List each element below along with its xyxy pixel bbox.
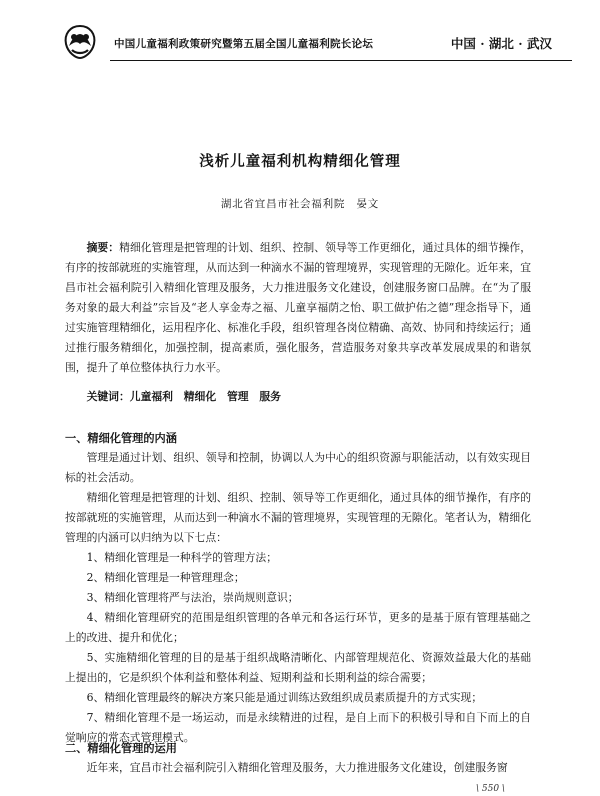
- page-number-mark: \ 550 \: [476, 784, 505, 794]
- list-item: 2、精细化管理是一种管理理念；: [86, 571, 245, 584]
- forum-logo-icon: [60, 22, 100, 62]
- abstract-label: 摘要：: [86, 241, 120, 254]
- section-1-paragraph-1: 管理是通过计划、组织、领导和控制，协调以人为中心的组织资源与职能活动，以有效实现目标的社会活动。: [65, 451, 531, 484]
- header-location: 中国 · 湖北 · 武汉: [450, 36, 552, 51]
- keywords-label: 关键词：: [86, 390, 130, 403]
- keywords-block: [65, 387, 531, 407]
- section-2-heading: 二、精细化管理的运用: [65, 741, 177, 755]
- article-author: 湖北省宜昌市社会福利院 晏文: [220, 198, 380, 210]
- list-item: 4、精细化管理研究的范围是组织管理的各单元和各运行环节，更多的是基于原有管理基础之上的改进、提升和优化；: [65, 611, 531, 644]
- section-1-paragraph-2: 精细化管理是把管理的计划、组织、控制、领导等工作更细化，通过具体的细节操作，有序的按部就班的实施管理，从而达到一种滴水不漏的管理境界，实现管理的无隙化。笔者认为，精细化管理的内涵可以归纳为以下七点：: [65, 491, 531, 544]
- section-2-paragraph-1: 近年来，宜昌市社会福利院引入精细化管理及服务，大力推进服务文化建设，创建服务窗: [86, 761, 508, 774]
- page-header: [70, 28, 560, 62]
- keywords-text: 儿童福利 精细化 管理 服务: [129, 390, 281, 403]
- list-item: 5、实施精细化管理的目的是基于组织战略清晰化、内部管理规范化、资源效益最大化的基础上提出的，它是织织个体利益和整体利益、短期利益和长期利益的综合需要；: [65, 651, 531, 684]
- list-item: 3、精细化管理将严与法治，崇尚规则意识；: [86, 591, 299, 604]
- abstract-text: 精细化管理是把管理的计划、组织、控制、领导等工作更细化，通过具体的细节操作，有序的按部就班的实施管理，从而达到一种滴水不漏的管理境界，实现管理的无隙化。近年来，宜昌市社会福利院引入精细化管理及服务，大力推进服务文化建设，创建服务窗口品牌。在“为了服务对象的最大利益”宗旨及“老人享金寿之福、儿童享福荫之怡、职工做护佑之德”理念指导下，通过实施管理精细化，运用程序化、标准化手段，组织管理各岗位精确、高效、协同和持续运行；通过推行服务精细化，加强控制，提高素质，强化服务，营造服务对象共享改革发展成果的和谐氛围，提升了单位整体执行力水平。: [65, 241, 532, 374]
- list-item: 6、精细化管理最终的解决方案只能是通过训练达致组织成员素质提升的方式实现；: [86, 691, 483, 704]
- section-1: [65, 428, 531, 748]
- list-item: 7、精细化管理不是一场运动，而是永续精进的过程，是自上而下的积极引导和自下而上的自觉响应的常态式管理模式。: [65, 711, 531, 744]
- abstract-block: [65, 238, 531, 378]
- header-divider: [110, 60, 572, 61]
- list-item: 1、精细化管理是一种科学的管理方法；: [86, 551, 278, 564]
- section-2: [65, 738, 531, 778]
- header-title: 中国儿童福利政策研究暨第五届全国儿童福利院长论坛: [114, 38, 374, 50]
- section-1-heading: 一、精细化管理的内涵: [65, 431, 177, 445]
- article-title: 浅析儿童福利机构精细化管理: [199, 153, 401, 170]
